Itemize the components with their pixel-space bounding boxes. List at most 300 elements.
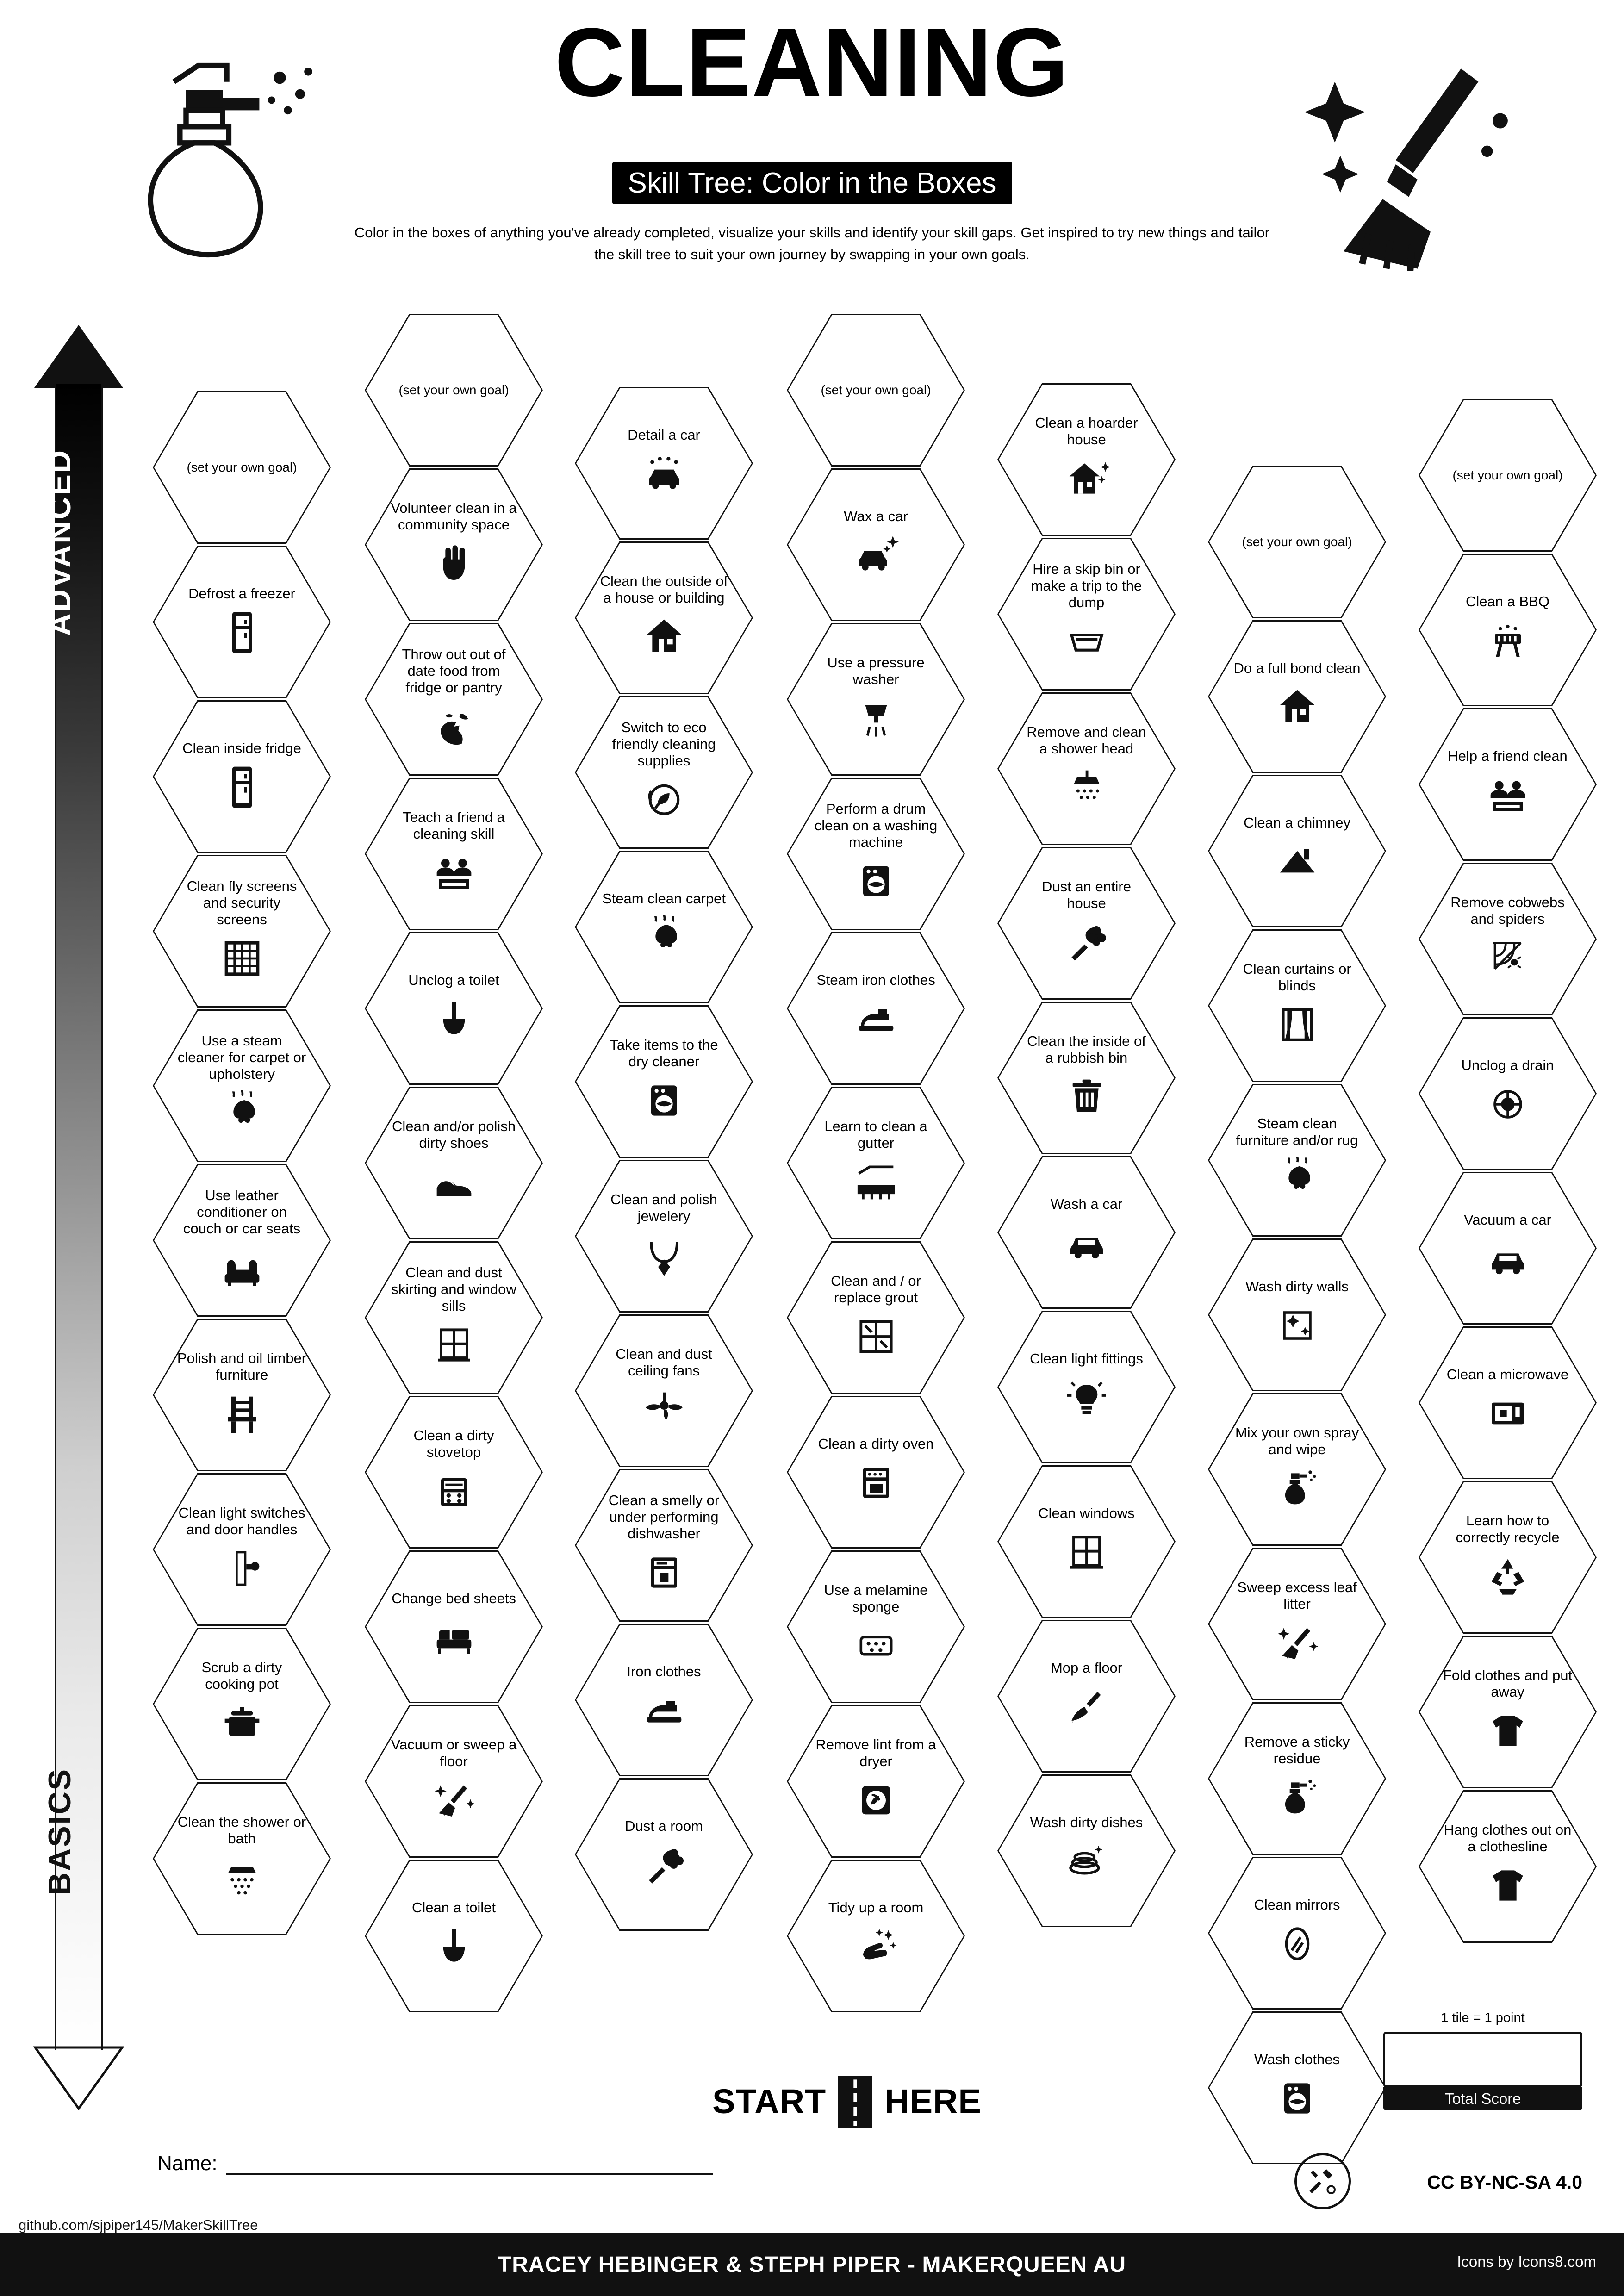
hex-content: [1208, 929, 1386, 1082]
skill-tile-label: (set your own goal): [398, 382, 509, 397]
skill-tile-label: Wash a car: [1050, 1196, 1123, 1213]
skill-tile-label: Clean the outside of a house or building: [600, 573, 728, 606]
skill-tile[interactable]: [365, 623, 543, 776]
skill-tile[interactable]: [787, 1550, 965, 1703]
ceiling-fan-icon: [638, 1384, 690, 1436]
skill-tile[interactable]: [1208, 1548, 1386, 1700]
skill-tile-label: Clean fly screens and security screens: [187, 878, 297, 927]
hex-content: [575, 387, 753, 540]
skill-tile[interactable]: [997, 1002, 1176, 1154]
skill-tile-label: Detail a car: [628, 427, 700, 443]
window-icon: [428, 1319, 480, 1371]
shower-icon: [216, 1852, 268, 1904]
hex-content: [1419, 1172, 1597, 1325]
skill-tile-label: Clean and/or polish dirty shoes: [392, 1118, 516, 1151]
hex-content: [997, 1156, 1176, 1309]
skip-bin-icon: [1061, 616, 1113, 667]
hex-content: [1419, 1790, 1597, 1943]
hex-content: [787, 932, 965, 1085]
skill-tile-label: Steam clean furniture and/or rug: [1236, 1115, 1358, 1148]
skill-tile[interactable]: [365, 1241, 543, 1394]
hex-content: [997, 692, 1176, 845]
house-icon: [638, 611, 690, 663]
hex-content: [787, 314, 965, 467]
hex-content: [1208, 1702, 1386, 1855]
broom-sparkle-icon: [428, 1774, 480, 1826]
hex-content: [997, 383, 1176, 536]
spray-bottle-icon: [1271, 1462, 1323, 1514]
hex-content: [575, 1005, 753, 1158]
skill-tile[interactable]: [1208, 1084, 1386, 1237]
skill-tile-label: Unclog a toilet: [408, 972, 499, 989]
skill-tile[interactable]: [1208, 466, 1386, 618]
hand-icon: [428, 538, 480, 590]
hex-content: [1208, 1857, 1386, 2010]
hex-content: [153, 855, 331, 1008]
skill-tile-label: Clean and polish jewelery: [610, 1191, 717, 1224]
score-input[interactable]: [1383, 2032, 1582, 2087]
hex-content: [153, 1628, 331, 1780]
skill-tile-label: Vacuum or sweep a floor: [391, 1736, 517, 1769]
tile-grout-icon: [850, 1311, 902, 1363]
skill-tile-label: Sweep excess leaf litter: [1237, 1579, 1357, 1612]
hex-content: [997, 1002, 1176, 1154]
wall-sparkle-icon: [1271, 1300, 1323, 1351]
oven-icon: [850, 1457, 902, 1509]
skill-tile-label: Clean a toilet: [412, 1899, 496, 1916]
pressure-washer-icon: [850, 692, 902, 744]
skill-tile-label: Perform a drum clean on a washing machine: [814, 801, 938, 850]
skill-tile[interactable]: [787, 468, 965, 621]
page-description: Color in the boxes of anything you've already completed, visualize your skills and identify your skill gaps. Get inspired to try new things and tailor the skill tree to suit your own journey by swapping in your own goals.: [354, 224, 1270, 262]
drain-icon: [1482, 1078, 1534, 1130]
skill-tile[interactable]: [365, 1550, 543, 1703]
dishes-icon: [1061, 1836, 1113, 1887]
skill-tile-label: (set your own goal): [821, 382, 931, 397]
iron-icon: [850, 993, 902, 1045]
hex-content: [787, 1860, 965, 2012]
skill-tile-label: Defrost a freezer: [188, 585, 295, 602]
skill-tile[interactable]: [365, 1860, 543, 2012]
skill-tile[interactable]: [997, 1156, 1176, 1309]
house-icon: [1271, 681, 1323, 733]
skill-tile[interactable]: [575, 851, 753, 1003]
plunger-icon: [428, 993, 480, 1045]
hex-content: [153, 546, 331, 698]
skill-tile-label: Wash dirty dishes: [1030, 1814, 1143, 1831]
license-text: CC BY-NC-SA 4.0: [1427, 2172, 1582, 2193]
hex-content: [575, 1778, 753, 1931]
skill-tile[interactable]: [365, 314, 543, 467]
skill-tile[interactable]: [1208, 1393, 1386, 1546]
skill-tile-label: Clean a microwave: [1446, 1366, 1569, 1383]
skill-tile[interactable]: [1419, 1636, 1597, 1788]
skill-tile[interactable]: [365, 1396, 543, 1549]
footer-icon-credit: Icons by Icons8.com: [1457, 2253, 1596, 2270]
start-label: START: [712, 2082, 827, 2121]
skill-tile-label: Tidy up a room: [828, 1899, 924, 1916]
skill-tile[interactable]: [1419, 1790, 1597, 1943]
car-shine-icon: [850, 529, 902, 581]
skill-tile[interactable]: [153, 546, 331, 698]
washer-icon: [638, 1075, 690, 1126]
skill-tile[interactable]: [787, 1860, 965, 2012]
bin-icon: [1061, 1071, 1113, 1123]
skill-tile[interactable]: [153, 855, 331, 1008]
couch-icon: [216, 1242, 268, 1294]
stove-icon: [428, 1465, 480, 1517]
microwave-icon: [1482, 1388, 1534, 1439]
skill-tile-label: Clean curtains or blinds: [1243, 961, 1351, 994]
skill-tile[interactable]: [153, 700, 331, 853]
hex-content: [1419, 554, 1597, 706]
skill-tile-label: Wash clothes: [1254, 2051, 1340, 2068]
skill-tile-label: Clean the shower or bath: [177, 1814, 306, 1847]
hex-content: [1419, 399, 1597, 552]
skill-tile-label: (set your own goal): [1452, 467, 1563, 482]
hex-content: [997, 538, 1176, 691]
skill-tile-label: Clean and dust ceiling fans: [616, 1346, 712, 1379]
hex-content: [365, 778, 543, 930]
car-icon: [1061, 1217, 1113, 1269]
hex-content: [365, 1705, 543, 1858]
car-wash-icon: [638, 448, 690, 500]
skill-tile-label: Take items to the dry cleaner: [610, 1037, 718, 1070]
skill-tile[interactable]: [997, 1465, 1176, 1618]
skill-tile[interactable]: [575, 1624, 753, 1776]
skill-tile[interactable]: [153, 1164, 331, 1317]
skill-tile[interactable]: [575, 1160, 753, 1313]
skill-tile[interactable]: [1208, 1702, 1386, 1855]
hex-content: [365, 1241, 543, 1394]
hex-content: [1419, 1481, 1597, 1634]
skill-tile[interactable]: [997, 1774, 1176, 1927]
skill-tile-label: Clean the inside of a rubbish bin: [1027, 1033, 1146, 1066]
bbq-icon: [1482, 615, 1534, 666]
skill-tile[interactable]: [787, 623, 965, 776]
skill-tile-label: Use a melamine sponge: [824, 1582, 928, 1615]
skill-tile[interactable]: [787, 1705, 965, 1858]
skill-tile-label: Wash dirty walls: [1245, 1278, 1349, 1295]
hex-content: [153, 1782, 331, 1935]
score-label: Total Score: [1383, 2087, 1582, 2110]
skill-tile[interactable]: [575, 387, 753, 540]
skill-tile[interactable]: [1419, 1481, 1597, 1634]
skill-tile[interactable]: [365, 778, 543, 930]
skill-tile[interactable]: [365, 932, 543, 1085]
recycle-icon: [1482, 1550, 1534, 1602]
skill-tile[interactable]: [787, 778, 965, 930]
cobweb-icon: [1482, 932, 1534, 984]
hex-content: [365, 932, 543, 1085]
hex-content: [1419, 708, 1597, 861]
tshirt-icon: [1482, 1705, 1534, 1757]
skill-tile-label: (set your own goal): [187, 460, 297, 474]
skill-tile-label: Steam iron clothes: [816, 972, 935, 989]
skill-tile[interactable]: [153, 1009, 331, 1162]
hex-content: [365, 623, 543, 776]
skill-tile[interactable]: [997, 383, 1176, 536]
skill-tile[interactable]: [787, 1241, 965, 1394]
hex-content: [1419, 1636, 1597, 1788]
skill-tile-label: Dust an entire house: [1042, 878, 1131, 911]
fridge-icon: [216, 761, 268, 813]
shoe-icon: [428, 1156, 480, 1208]
name-field[interactable]: [157, 2143, 713, 2175]
hex-content: [997, 1774, 1176, 1927]
skill-tile-label: Learn how to correctly recycle: [1456, 1512, 1560, 1545]
skill-tile-label: Remove cobwebs and spiders: [1450, 894, 1565, 927]
iron-icon: [638, 1685, 690, 1736]
hex-content: [153, 1009, 331, 1162]
skill-tile-label: Teach a friend a cleaning skill: [403, 809, 505, 842]
light-bulb-icon: [1061, 1372, 1113, 1424]
name-input-line[interactable]: [226, 2152, 713, 2175]
page-title: CLEANING: [554, 8, 1070, 117]
skill-tile-label: Wax a car: [844, 508, 908, 525]
hex-content: [365, 1550, 543, 1703]
hex-content: [575, 1160, 753, 1313]
skill-tile[interactable]: [997, 1620, 1176, 1773]
hex-content: [1208, 1393, 1386, 1546]
skill-tile[interactable]: [787, 1087, 965, 1239]
total-score-box: [1383, 2010, 1582, 2110]
hex-content: [997, 1465, 1176, 1618]
page-footer: [0, 2233, 1624, 2296]
skill-tile[interactable]: [1419, 554, 1597, 706]
skill-tile-label: Mop a floor: [1050, 1660, 1123, 1676]
steam-carpet-icon: [638, 912, 690, 964]
hex-content: [365, 1396, 543, 1549]
skill-tile-label: Polish and oil timber furniture: [177, 1350, 307, 1383]
skill-tile-label: Clean a dirty stovetop: [413, 1427, 494, 1460]
hex-content: [787, 1087, 965, 1239]
bed-icon: [428, 1612, 480, 1663]
chair-icon: [216, 1388, 268, 1440]
skill-tile-label: Hire a skip bin or make a trip to the dump: [1031, 561, 1142, 610]
skill-tile-label: Clean a BBQ: [1466, 593, 1549, 610]
skill-tile[interactable]: [787, 314, 965, 467]
skill-tile-label: (set your own goal): [1242, 534, 1352, 549]
hex-content: [153, 1319, 331, 1471]
skill-tile[interactable]: [365, 1087, 543, 1239]
hex-content: [575, 1469, 753, 1622]
skill-tile-label: Remove a sticky residue: [1244, 1734, 1350, 1767]
hex-content: [153, 1473, 331, 1626]
skill-tile[interactable]: [1208, 929, 1386, 1082]
hex-content: [575, 1624, 753, 1776]
hex-content: [1208, 1238, 1386, 1391]
hex-content: [365, 468, 543, 621]
skill-tile-label: Vacuum a car: [1464, 1212, 1551, 1228]
skill-tile-label: Use leather conditioner on couch or car seats: [183, 1187, 301, 1237]
screen-grid-icon: [216, 933, 268, 984]
skill-tile-label: Clean a chimney: [1244, 815, 1350, 831]
window-icon: [1061, 1526, 1113, 1578]
tshirt-icon: [1482, 1860, 1534, 1911]
steam-carpet-icon: [216, 1087, 268, 1139]
skill-tile-label: Clean a hoarder house: [1035, 415, 1138, 448]
hex-content: [153, 391, 331, 544]
skill-tile[interactable]: [997, 847, 1176, 1000]
page-subtitle: Skill Tree: Color in the Boxes: [612, 162, 1012, 204]
skill-tile[interactable]: [1208, 1857, 1386, 2010]
skill-tile-label: Volunteer clean in a community space: [391, 500, 517, 533]
skill-tile[interactable]: [1419, 708, 1597, 861]
skill-tile[interactable]: [365, 468, 543, 621]
washer-icon: [1271, 2072, 1323, 2124]
skill-tile[interactable]: [153, 1319, 331, 1471]
footer-github-link[interactable]: github.com/sjpiper145/MakerSkillTree: [19, 2217, 258, 2233]
skill-tile-label: Clean and dust skirting and window sills: [391, 1264, 516, 1314]
skill-tile[interactable]: [575, 1005, 753, 1158]
hex-content: [1208, 466, 1386, 618]
skill-tile-label: Throw out out of date food from fridge or pantry: [402, 646, 506, 696]
skill-tile-label: Change bed sheets: [392, 1590, 516, 1607]
door-handle-icon: [216, 1543, 268, 1594]
gutter-icon: [850, 1156, 902, 1208]
teaching-icon: [1482, 769, 1534, 821]
name-label: Name:: [157, 2152, 218, 2175]
sponge-icon: [850, 1620, 902, 1672]
duster-icon: [1061, 916, 1113, 968]
broom-sparkle-icon: [1271, 1617, 1323, 1669]
necklace-icon: [638, 1229, 690, 1281]
hex-content: [787, 1705, 965, 1858]
hex-content: [365, 1860, 543, 2012]
hex-content: [787, 778, 965, 930]
skill-tile-label: Unclog a drain: [1461, 1057, 1554, 1074]
skill-tile[interactable]: [1208, 775, 1386, 927]
shower-head-icon: [1061, 762, 1113, 814]
skill-tile-label: Clean light switches and door handles: [178, 1505, 305, 1537]
steam-carpet-icon: [1271, 1153, 1323, 1205]
hex-content: [1208, 620, 1386, 773]
hex-content: [997, 1620, 1176, 1773]
skill-tile-label: Remove and clean a shower head: [1027, 724, 1146, 757]
axis-label-basics: BASICS: [42, 1768, 77, 1895]
skill-tile[interactable]: [1419, 863, 1597, 1015]
mop-icon: [1061, 1681, 1113, 1733]
skill-tile[interactable]: [1419, 399, 1597, 552]
fridge-icon: [216, 607, 268, 659]
hex-content: [575, 851, 753, 1003]
pot-icon: [216, 1697, 268, 1749]
mirror-icon: [1271, 1918, 1323, 1970]
makerqueen-logo: [1294, 2153, 1351, 2209]
hex-content: [787, 1550, 965, 1703]
skill-tile-label: Fold clothes and put away: [1443, 1667, 1573, 1700]
hex-content: [787, 1241, 965, 1394]
skill-tile[interactable]: [575, 541, 753, 694]
skill-tile[interactable]: [575, 696, 753, 849]
hex-content: [575, 541, 753, 694]
skill-tile[interactable]: [153, 391, 331, 544]
skill-tile-label: Steam clean carpet: [602, 890, 726, 907]
skill-tile-label: Dust a room: [625, 1818, 703, 1835]
skill-tile[interactable]: [787, 932, 965, 1085]
house-sparkle-icon: [1061, 453, 1113, 504]
toilet-brush-icon: [428, 1921, 480, 1972]
skill-tile-label: Help a friend clean: [1448, 748, 1568, 765]
tile-point-note: 1 tile = 1 point: [1441, 2010, 1525, 2025]
hex-content: [1208, 2011, 1386, 2164]
skill-tile[interactable]: [1208, 1238, 1386, 1391]
axis-label-advanced: ADVANCED: [42, 449, 77, 636]
hex-content: [153, 700, 331, 853]
skill-tile-label: Switch to eco friendly cleaning supplies: [612, 719, 716, 769]
car-icon: [1482, 1233, 1534, 1285]
skill-tile-label: Clean inside fridge: [182, 740, 301, 757]
dishwasher-icon: [638, 1547, 690, 1599]
skill-tile[interactable]: [997, 538, 1176, 691]
skill-tile-label: Clean windows: [1038, 1505, 1135, 1522]
skill-tile-label: Iron clothes: [627, 1663, 701, 1680]
here-label: HERE: [884, 2082, 982, 2121]
food-waste-icon: [428, 701, 480, 753]
hex-content: [997, 1311, 1176, 1463]
hex-content: [1208, 1084, 1386, 1237]
hex-content: [575, 1314, 753, 1467]
skill-tile[interactable]: [1419, 1326, 1597, 1479]
curtains-icon: [1271, 999, 1323, 1051]
skill-tile[interactable]: [153, 1473, 331, 1626]
skill-tile-label: Clean a smelly or under performing dishwasher: [608, 1492, 720, 1542]
teaching-icon: [428, 847, 480, 899]
hex-content: [1419, 863, 1597, 1015]
duster-icon: [638, 1839, 690, 1891]
skill-tile-label: Clean and / or replace grout: [831, 1273, 921, 1306]
hex-content: [787, 623, 965, 776]
skill-tile-label: Clean a dirty oven: [818, 1436, 934, 1452]
hex-content: [787, 1396, 965, 1549]
skill-tile[interactable]: [153, 1628, 331, 1780]
skill-tile[interactable]: [997, 692, 1176, 845]
skill-tile[interactable]: [1419, 1017, 1597, 1170]
skill-tile-label: Use a steam cleaner for carpet or upholstery: [177, 1033, 306, 1082]
skill-tile[interactable]: [1419, 1172, 1597, 1325]
hex-content: [1208, 775, 1386, 927]
hex-content: [787, 468, 965, 621]
dryer-icon: [850, 1774, 902, 1826]
hex-content: [1208, 1548, 1386, 1700]
chimney-icon: [1271, 836, 1323, 888]
skill-tile[interactable]: [365, 1705, 543, 1858]
skill-tile-label: Remove lint from a dryer: [815, 1736, 936, 1769]
hex-content: [575, 696, 753, 849]
skill-tile[interactable]: [997, 1311, 1176, 1463]
skill-tile-label: Learn to clean a gutter: [824, 1118, 927, 1151]
skill-tile[interactable]: [575, 1469, 753, 1622]
skill-tile[interactable]: [1208, 620, 1386, 773]
skill-tile[interactable]: [575, 1314, 753, 1467]
skill-tile-label: Scrub a dirty cooking pot: [201, 1659, 282, 1692]
skill-tile-label: Hang clothes out on a clothesline: [1444, 1822, 1572, 1854]
washer-icon: [850, 855, 902, 907]
road-icon: [838, 2076, 872, 2126]
skill-tile-label: Mix your own spray and wipe: [1235, 1425, 1359, 1457]
skill-tile[interactable]: [787, 1396, 965, 1549]
skill-tile-label: Use a pressure washer: [827, 654, 925, 687]
hex-content: [365, 314, 543, 467]
hex-content: [1419, 1017, 1597, 1170]
skill-tile[interactable]: [153, 1782, 331, 1935]
skill-tile[interactable]: [1208, 2011, 1386, 2164]
skill-tile[interactable]: [575, 1778, 753, 1931]
skill-tile-label: Clean mirrors: [1254, 1897, 1340, 1913]
skill-tile-label: Do a full bond clean: [1233, 660, 1361, 677]
skill-tile-label: Clean light fittings: [1030, 1350, 1143, 1367]
